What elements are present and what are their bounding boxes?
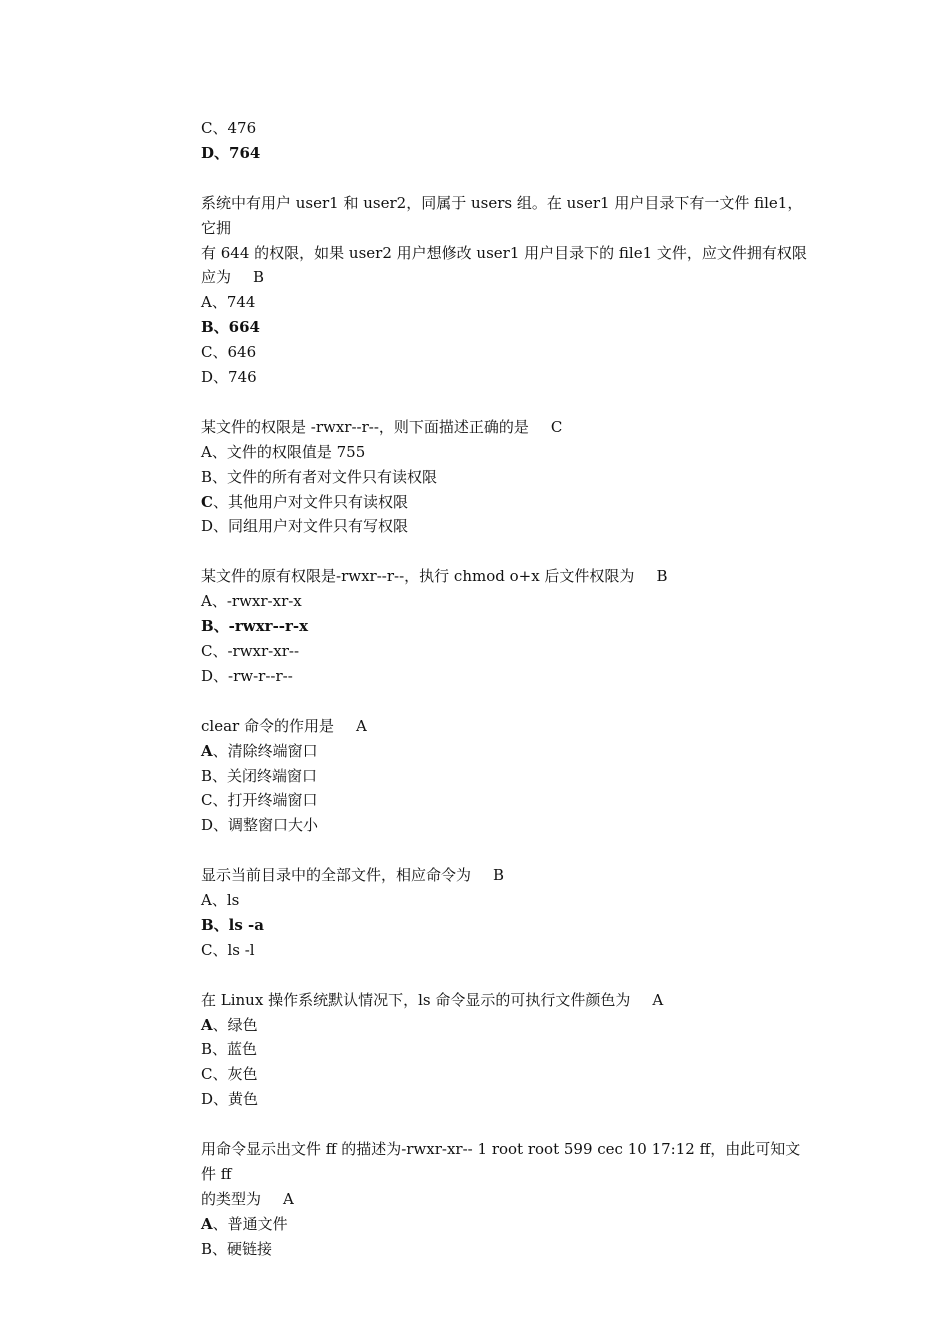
option-item-bold-letter — [201, 1212, 809, 1237]
question-text-line — [201, 714, 809, 739]
option-item-bold-letter — [201, 490, 809, 515]
question-answer: B — [656, 567, 668, 586]
question-block — [201, 415, 809, 540]
option-item-bold-letter — [201, 1013, 809, 1038]
option-text: 、普通文件 — [212, 1214, 288, 1233]
document-content — [201, 116, 809, 1262]
option-item: D、-rw-r--r-- — [201, 666, 293, 685]
option-item: A、文件的权限值是 755 — [201, 442, 366, 461]
question-block — [201, 863, 809, 963]
question-block — [201, 988, 809, 1113]
question-text-line: 系统中有用户 user1 和 user2，同属于 users 组。在 user1 用户目录下有一文件 file1，它拥 — [201, 193, 803, 237]
question-answer: A — [355, 716, 367, 735]
option-item: D、调整窗口大小 — [201, 816, 319, 835]
option-text: 、绿色 — [212, 1015, 258, 1034]
question-text-line — [201, 1187, 809, 1212]
option-item-correct: B、-rwxr--r-x — [201, 617, 309, 636]
option-item: A、-rwxr-xr-x — [201, 592, 302, 611]
option-item: C、476 — [201, 119, 257, 137]
option-item: D、746 — [201, 368, 257, 387]
question-text: 的类型为 — [201, 1189, 262, 1208]
option-item: A、ls — [201, 891, 240, 910]
option-item: B、关闭终端窗口 — [201, 766, 318, 785]
option-item: B、文件的所有者对文件只有读权限 — [201, 467, 438, 486]
question-answer: C — [550, 417, 563, 436]
option-letter: A — [201, 741, 213, 760]
option-item: B、蓝色 — [201, 1040, 258, 1059]
option-item: D、同组用户对文件只有写权限 — [201, 517, 409, 536]
option-letter: C — [201, 492, 213, 511]
option-item-correct: B、664 — [201, 318, 260, 337]
question-block — [201, 1137, 809, 1262]
question-text-line: 有 644 的权限，如果 user2 用户想修改 user1 用户目录下的 file1 文件，应文件拥有权限 — [201, 243, 807, 262]
option-text: 、清除终端窗口 — [212, 741, 318, 760]
option-item-correct: B、ls -a — [201, 915, 264, 934]
question-text-line — [201, 564, 809, 589]
option-item-bold-letter — [201, 739, 809, 764]
question-text-line: 用命令显示出文件 ff 的描述为-rwxr-xr-- 1 root root 599 cec 10 17:12 ff，由此可知文件 ff — [201, 1140, 801, 1183]
question-text: 应为 — [201, 268, 232, 287]
option-item: B、硬链接 — [201, 1239, 273, 1258]
option-item: C、打开终端窗口 — [201, 791, 318, 810]
option-text: 、其他用户对文件只有读权限 — [212, 492, 408, 511]
question-block — [201, 564, 809, 689]
question-text-line — [201, 415, 809, 440]
leading-options — [201, 116, 809, 166]
question-block — [201, 191, 809, 390]
question-answer: B — [493, 866, 505, 885]
option-letter: A — [201, 1015, 213, 1034]
option-item-correct: D、764 — [201, 143, 261, 162]
question-text: 某文件的权限是 -rwxr--r--，则下面描述正确的是 — [201, 417, 529, 436]
option-item: D、黄色 — [201, 1090, 259, 1109]
question-answer: A — [652, 990, 664, 1009]
question-answer: B — [253, 268, 265, 287]
question-text-line — [201, 863, 809, 888]
option-letter: A — [201, 1214, 213, 1233]
option-item: C、-rwxr-xr-- — [201, 641, 300, 660]
option-item: C、ls -l — [201, 940, 255, 959]
option-item: C、灰色 — [201, 1065, 258, 1084]
question-text: clear 命令的作用是 — [201, 716, 334, 735]
question-block — [201, 714, 809, 839]
question-answer: A — [283, 1189, 294, 1208]
option-item: A、744 — [201, 293, 256, 312]
option-item: C、646 — [201, 343, 257, 362]
question-text: 显示当前目录中的全部文件，相应命令为 — [201, 866, 472, 885]
question-text: 在 Linux 操作系统默认情况下，ls 命令显示的可执行文件颜色为 — [201, 990, 631, 1009]
question-text-line — [201, 988, 809, 1013]
question-text: 某文件的原有权限是-rwxr--r--，执行 chmod o+x 后文件权限为 — [201, 567, 635, 586]
question-text-line — [201, 265, 809, 290]
